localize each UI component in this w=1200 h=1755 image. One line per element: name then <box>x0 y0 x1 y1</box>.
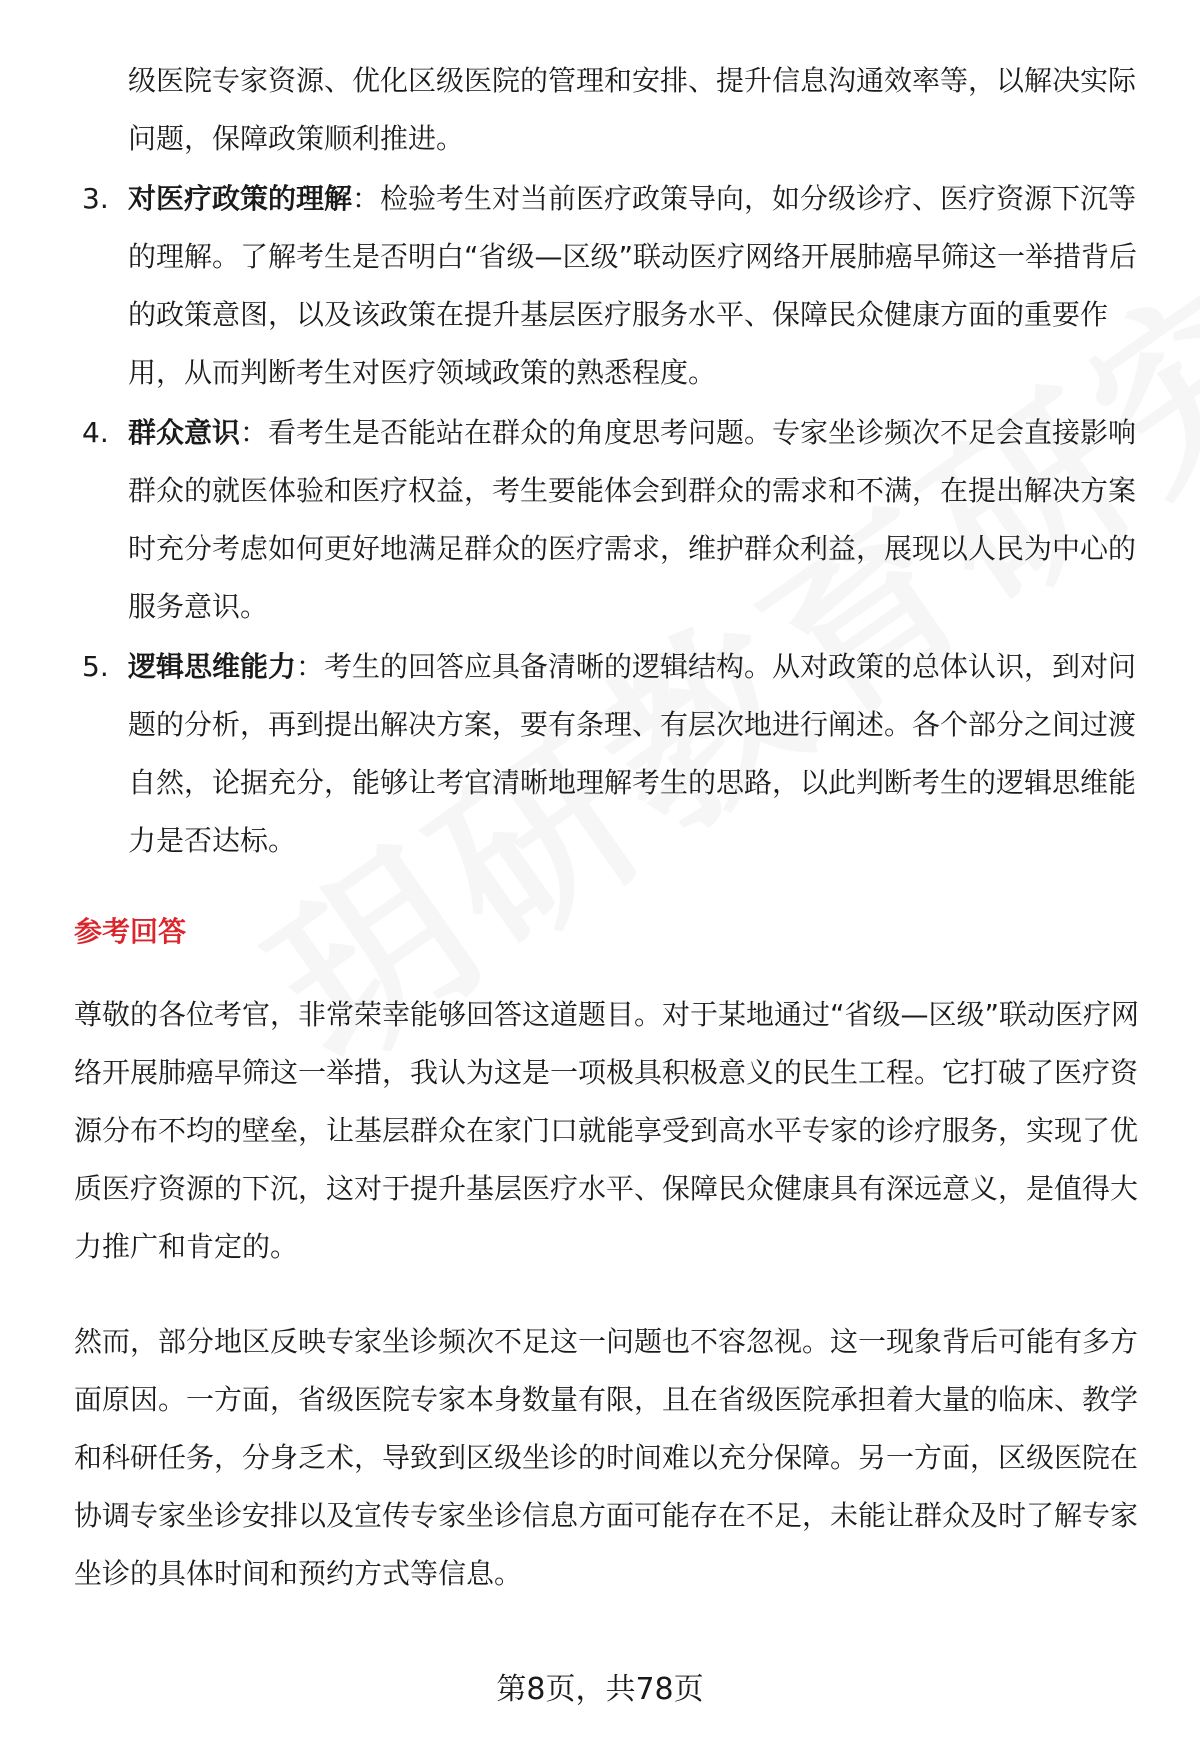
list-item-number: 3. <box>82 182 109 215</box>
list-item <box>0 404 1148 636</box>
reference-answer-heading: 参考回答 <box>74 915 187 948</box>
answer-paragraph: 然而，部分地区反映专家坐诊频次不足这一问题也不容忽视。这一现象背后可能有多方面原因。一方面，省级医院专家本身数量有限，且在省级医院承担着大量的临床、教学和科研任务，分身乏术，导致到区级坐诊的时间难以充分保障。另一方面，区级医院在协调专家坐诊安排以及宣传专家坐诊信息方面可能存在不足，未能让群众及时了解专家坐诊的具体时间和预约方式等信息。 <box>74 1325 1139 1590</box>
list-item-text: ：看考生是否能站在群众的角度思考问题。专家坐诊频次不足会直接影响群众的就医体验和医疗权益，考生要能体会到群众的需求和不满，在提出解决方案时充分考虑如何更好地满足群众的医疗需求，维护群众利益，展现以人民为中心的服务意识。 <box>128 416 1137 623</box>
criteria-list <box>0 170 1200 872</box>
continuation-text: 级医院专家资源、优化区级医院的管理和安排、提升信息沟通效率等，以解决实际问题，保障政策顺利推进。 <box>128 64 1137 155</box>
list-item-title: 逻辑思维能力 <box>128 650 297 683</box>
list-item-text: ：考生的回答应具备清晰的逻辑结构。从对政策的总体认识，到对问题的分析，再到提出解决方案，要有条理、有层次地进行阐述。各个部分之间过渡自然，论据充分，能够让考官清晰地理解考生的思路，以此判断考生的逻辑思维能力是否达标。 <box>128 650 1137 857</box>
list-item-number: 5. <box>82 650 109 683</box>
list-item-text: ：检验考生对当前医疗政策导向，如分级诊疗、医疗资源下沉等的理解。了解考生是否明白“省级—区级”联动医疗网络开展肺癌早筛这一举措背后的政策意图，以及该政策在提升基层医疗服务水平、保障民众健康方面的重要作用，从而判断考生对医疗领域政策的熟悉程度。 <box>128 182 1138 389</box>
list-item-title: 对医疗政策的理解 <box>128 182 353 215</box>
answer-paragraph: 尊敬的各位考官，非常荣幸能够回答这道题目。对于某地通过“省级—区级”联动医疗网络开展肺癌早筛这一举措，我认为这是一项极具积极意义的民生工程。它打破了医疗资源分布不均的壁垒，让基层群众在家门口就能享受到高水平专家的诊疗服务，实现了优质医疗资源的下沉，这对于提升基层医疗水平、保障民众健康具有深远意义，是值得大力推广和肯定的。 <box>74 998 1140 1263</box>
list-item <box>0 638 1148 870</box>
list-item <box>0 170 1148 402</box>
page-number: 第8页，共78页 <box>496 1672 704 1707</box>
list-item-number: 4. <box>82 416 109 449</box>
list-item-title: 群众意识 <box>128 416 241 449</box>
